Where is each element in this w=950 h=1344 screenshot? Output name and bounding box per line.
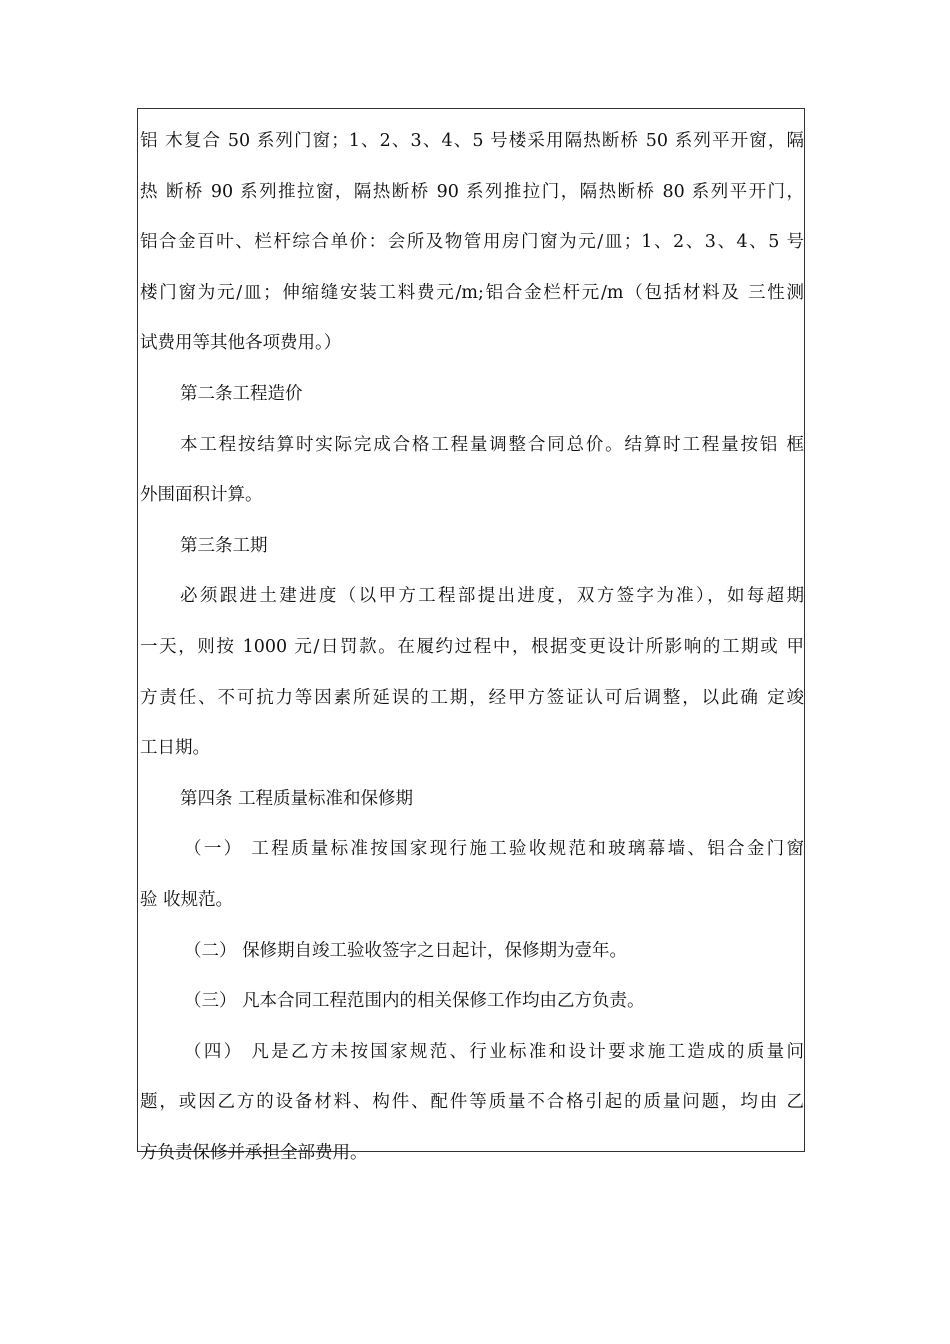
text-line: 铝合金百叶、栏杆综合单价：会所及物管用房门窗为元/皿；1、2、3、4、5 号 — [140, 232, 804, 253]
text-line: 一天，则按 1000 元/日罚款。在履约过程中，根据变更设计所影响的工期或 甲 — [140, 636, 804, 657]
text-line: 本工程按结算时实际完成合格工程量调整合同总价。结算时工程量按铝 框 — [180, 434, 804, 455]
document-body — [140, 118, 804, 1180]
section-heading: 第二条工程造价 — [180, 383, 303, 404]
section-heading: 第三条工期 — [180, 535, 268, 556]
text-line: 必须跟进土建进度（以甲方工程部提出进度，双方签字为准），如每超期 — [180, 586, 804, 607]
text-line: 外围面积计算。 — [140, 485, 263, 506]
text-line: 试费用等其他各项费用。） — [140, 333, 342, 354]
text-line: 题，或因乙方的设备材料、构件、配件等质量不合格引起的质量问题，均由 乙 — [140, 1092, 804, 1113]
text-line: 方责任、不可抗力等因素所延误的工期，经甲方签证认可后调整，以此确 定竣 — [140, 687, 804, 708]
list-item: （三） 凡本合同工程范围内的相关保修工作均由乙方负责。 — [184, 991, 645, 1012]
text-line: 热 断桥 90 系列推拉窗，隔热断桥 90 系列推拉门，隔热断桥 80 系列平开门， — [140, 181, 804, 202]
list-item: （一） 工程质量标准按国家现行施工验收规范和玻璃幕墙、铝合金门窗 — [184, 839, 804, 860]
section-heading: 第四条 工程质量标准和保修期 — [180, 788, 414, 809]
list-item: （四） 凡是乙方未按国家规范、行业标准和设计要求施工造成的质量问 — [184, 1041, 804, 1062]
text-line: 楼门窗为元/皿；伸缩缝安装工料费元/m;铝合金栏杆元/m（包括材料及 三性测 — [140, 282, 804, 303]
text-line: 验 收规范。 — [140, 889, 234, 910]
text-line: 方负责保修并承担全部费用。 — [140, 1142, 368, 1163]
text-line: 工日期。 — [140, 738, 210, 759]
list-item: （二） 保修期自竣工验收签字之日起计，保修期为壹年。 — [184, 940, 628, 961]
text-line: 铝 木复合 50 系列门窗；1、2、3、4、5 号楼采用隔热断桥 50 系列平开窗，隔 — [140, 131, 804, 151]
